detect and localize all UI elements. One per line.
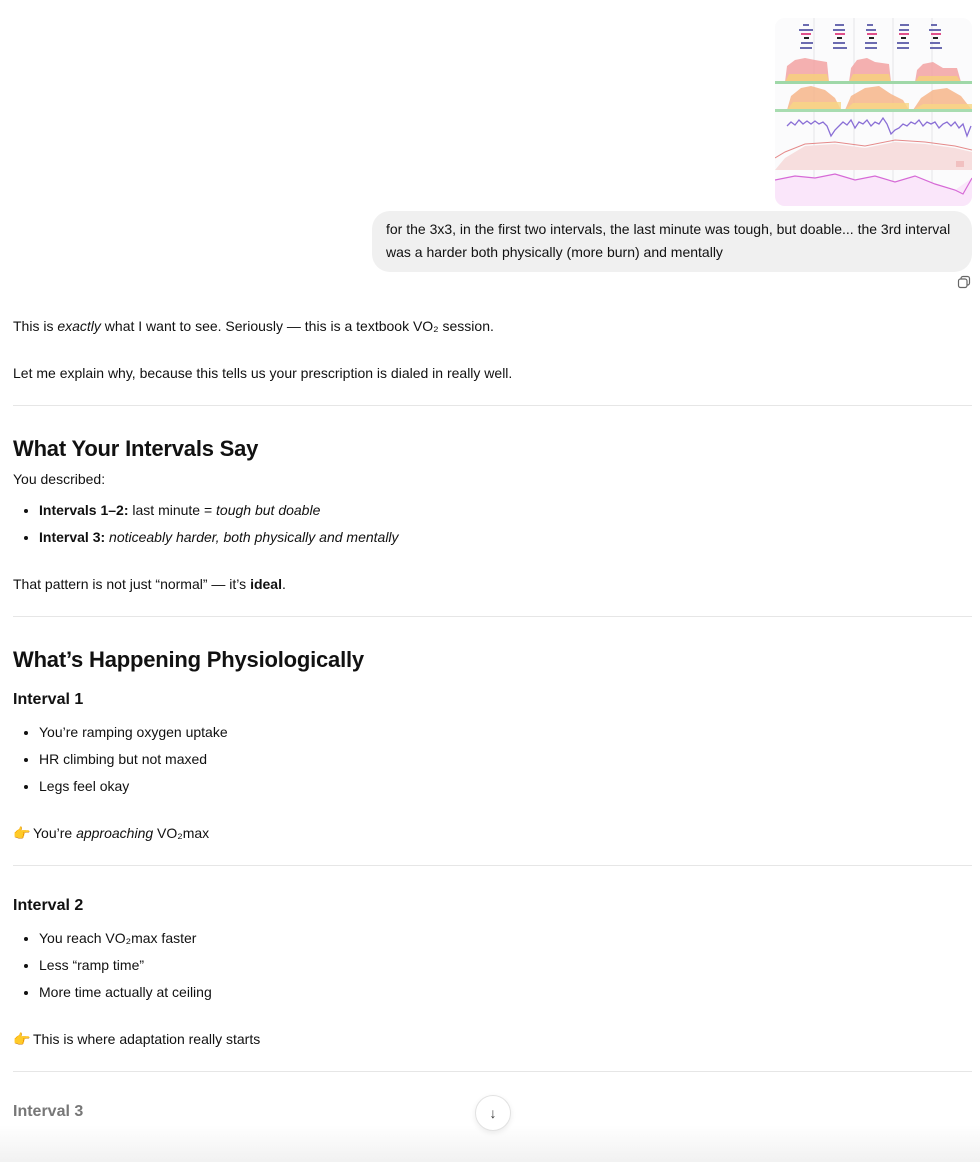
divider [13,405,972,406]
scroll-to-bottom-button[interactable] [475,1095,511,1131]
interval-summary-list [13,499,972,548]
interval-heading: Interval 3 [13,1103,84,1120]
section-heading: What Your Intervals Say [13,436,259,461]
list-item: • Intervals 1–2: last minute = tough but doable [39,499,972,521]
intro-emphasis: exactly [57,318,101,334]
pointing-hand-icon: 👉 [13,825,31,841]
chart-screenshot-icon [775,18,972,206]
divider [13,865,972,866]
interval-2-note: 👉 This is where adaptation really starts [13,1028,972,1050]
interval-heading: Interval 2 [13,897,84,914]
interval-heading: Interval 1 [13,691,84,708]
list-item: • More time actually at ceiling [39,981,972,1003]
intro-text: This is [13,318,58,334]
attachment-image[interactable] [775,18,972,206]
copy-icon[interactable] [957,275,971,289]
list-item: • HR climbing but not maxed [39,748,972,770]
divider [13,616,972,617]
pointing-hand-icon: 👉 [13,1031,31,1047]
intro-text-end: what I want to see. Seriously — this is a textbook VO₂ session. [100,318,494,334]
interval-2-list [13,927,972,1003]
arrow-down-icon: ↓ [489,1105,497,1121]
divider [13,1071,972,1072]
user-message-text: for the 3x3, in the first two intervals, the last minute was tough, but doable... the 3rd interval was a harder both physically (more burn) and mentally [386,221,951,260]
intro-paragraph-2: Let me explain why, because this tells us your prescription is dialed in really well. [13,365,513,381]
list-item: • Less “ramp time” [39,954,972,976]
list-item: • You reach VO₂max faster [39,927,972,949]
intro-paragraph [13,314,972,338]
assistant-message [13,314,972,1124]
list-item: • You’re ramping oxygen uptake [39,721,972,743]
list-item: • Legs feel okay [39,775,972,797]
interval-1-list [13,721,972,797]
section-heading: What’s Happening Physiologically [13,647,364,672]
user-message-bubble [372,211,972,272]
section-lead: You described: [13,471,106,487]
interval-1-note: 👉 You’re approaching VO₂max [13,822,972,844]
list-item: • Interval 3: noticeably harder, both physically and mentally [39,526,972,548]
section-conclusion: That pattern is not just “normal” — it’s ideal. [13,576,286,592]
